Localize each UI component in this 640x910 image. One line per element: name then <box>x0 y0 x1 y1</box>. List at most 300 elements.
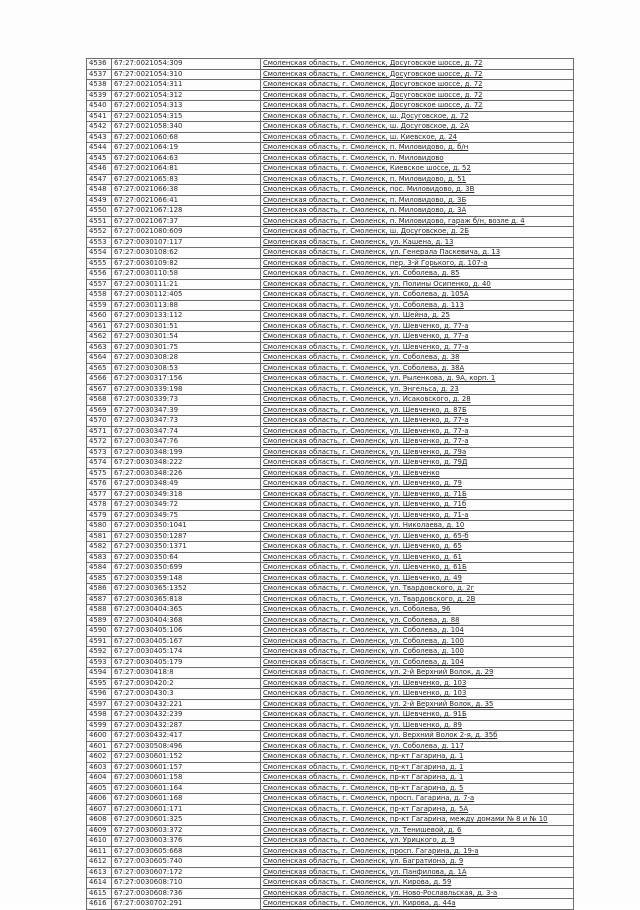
row-number-cell: 4541 <box>87 111 112 122</box>
address-cell <box>261 321 574 332</box>
address-text: Смоленская область, г. Смоленск, ул. Шейна, д. 25 <box>263 311 450 319</box>
cadastral-number-cell: 67:27:0030359:148 <box>112 573 261 584</box>
cadastral-number-cell: 67:27:0030110:58 <box>112 269 261 280</box>
row-number-cell: 4543 <box>87 132 112 143</box>
cadastral-number-cell: 67:27:0030350:64 <box>112 552 261 563</box>
address-cell <box>261 647 574 658</box>
cadastral-number-cell: 67:27:0030508:496 <box>112 741 261 752</box>
address-cell <box>261 101 574 112</box>
address-cell <box>261 552 574 563</box>
address-text: Смоленская область, г. Смоленск, ул. Ново-Рославльская, д. 3-а <box>263 888 498 897</box>
row-number-cell: 4563 <box>87 342 112 353</box>
cadastral-number-cell: 67:27:0021066:41 <box>112 195 261 206</box>
table-row <box>87 447 574 458</box>
cadastral-number-cell: 67:27:0021064:63 <box>112 153 261 164</box>
row-number-cell: 4552 <box>87 227 112 238</box>
table-row <box>87 237 574 248</box>
cadastral-number-cell: 67:27:0030348:222 <box>112 458 261 469</box>
row-number-cell: 4615 <box>87 888 112 899</box>
cadastral-number-cell: 67:27:0030405:179 <box>112 657 261 668</box>
cadastral-number-cell: 67:27:0030317:156 <box>112 374 261 385</box>
row-number-cell: 4578 <box>87 500 112 511</box>
address-text: Смоленская область, г. Смоленск, ул. Шевченко, д. 65-б <box>263 531 469 540</box>
address-cell <box>261 122 574 133</box>
row-number-cell: 4590 <box>87 626 112 637</box>
address-cell <box>261 269 574 280</box>
address-text: Смоленская область, г. Смоленск, ул. Полины Осипенко, д. 40 <box>263 279 491 288</box>
table-row <box>87 132 574 143</box>
address-cell <box>261 867 574 878</box>
cadastral-number-cell: 67:27:0030347:39 <box>112 405 261 416</box>
address-text: Смоленская область, г. Смоленск, ул. Верхний Волок 2-я, д. 35б <box>263 731 498 739</box>
address-text: Смоленская область, г. Смоленск, ул. Соболева, д. 104 <box>263 626 464 634</box>
cadastral-number-cell: 67:27:0030350:1041 <box>112 521 261 532</box>
address-cell <box>261 899 574 910</box>
table-row <box>87 269 574 280</box>
row-number-cell: 4555 <box>87 258 112 269</box>
table-row <box>87 636 574 647</box>
address-text: Смоленская область, г. Смоленск, ул. Твардовского, д. 2г <box>263 584 475 592</box>
address-text: Смоленская область, г. Смоленск, ул. Энгельса, д. 23 <box>263 384 459 393</box>
address-text: Смоленская область, г. Смоленск, ул. Соболева, д. 100 <box>263 647 464 655</box>
cadastral-number-cell: 67:27:0030301:54 <box>112 332 261 343</box>
row-number-cell: 4591 <box>87 636 112 647</box>
cadastral-number-cell: 67:27:0030601:152 <box>112 752 261 763</box>
cadastral-number-cell: 67:27:0030339:198 <box>112 384 261 395</box>
table-row <box>87 80 574 91</box>
table-row <box>87 279 574 290</box>
table-row <box>87 206 574 217</box>
cadastral-number-cell: 67:27:0030301:75 <box>112 342 261 353</box>
row-number-cell: 4592 <box>87 647 112 658</box>
table-row <box>87 510 574 521</box>
address-cell <box>261 374 574 385</box>
address-cell <box>261 164 574 175</box>
table-row <box>87 174 574 185</box>
table-row <box>87 794 574 805</box>
row-number-cell: 4558 <box>87 290 112 301</box>
table-row <box>87 437 574 448</box>
table-row <box>87 689 574 700</box>
cadastral-number-cell: 67:27:0030308:53 <box>112 363 261 374</box>
table-row <box>87 752 574 763</box>
table-row <box>87 111 574 122</box>
table-row <box>87 101 574 112</box>
cadastral-number-cell: 67:27:0030133:112 <box>112 311 261 322</box>
address-text: Смоленская область, г. Смоленск, Досуговское шоссе, д. 72 <box>263 80 483 88</box>
cadastral-number-cell: 67:27:0030365:818 <box>112 594 261 605</box>
address-text: Смоленская область, г. Смоленск, ш. Досуговское, д. 2Б <box>263 227 470 235</box>
row-number-cell: 4562 <box>87 332 112 343</box>
row-number-cell: 4559 <box>87 300 112 311</box>
address-text: Смоленская область, г. Смоленск, Досуговское шоссе, д. 72 <box>263 69 483 78</box>
address-text: Смоленская область, г. Смоленск, пос. Миловидово, д. 3В <box>263 185 475 193</box>
address-cell <box>261 783 574 794</box>
address-cell <box>261 752 574 763</box>
address-text: Смоленская область, г. Смоленск, ул. Соболева, д. 38А <box>263 363 465 372</box>
address-cell <box>261 615 574 626</box>
row-number-cell: 4613 <box>87 867 112 878</box>
address-text: Смоленская область, г. Смоленск, ул. Шевченко, д. 91Б <box>263 710 467 718</box>
cadastral-number-cell: 67:27:0030347:76 <box>112 437 261 448</box>
address-text: Смоленская область, г. Смоленск, ул. Шевченко, д. 79 <box>263 479 462 487</box>
table-row <box>87 762 574 773</box>
table-row <box>87 332 574 343</box>
row-number-cell: 4554 <box>87 248 112 259</box>
table-row <box>87 384 574 395</box>
cadastral-number-cell: 67:27:0030108:62 <box>112 248 261 259</box>
row-number-cell: 4601 <box>87 741 112 752</box>
address-cell <box>261 395 574 406</box>
address-cell <box>261 237 574 248</box>
address-cell <box>261 59 574 70</box>
row-number-cell: 4602 <box>87 752 112 763</box>
row-number-cell: 4574 <box>87 458 112 469</box>
table-row <box>87 185 574 196</box>
address-text: Смоленская область, г. Смоленск, ул. Соболева, д. 38 <box>263 353 460 361</box>
cadastral-number-cell: 67:27:0030405:174 <box>112 647 261 658</box>
cadastral-number-cell: 67:27:0030405:106 <box>112 626 261 637</box>
address-text: Смоленская область, г. Смоленск, просп. Гагарина, д. 7-а <box>263 794 475 802</box>
registry-table <box>86 58 574 910</box>
row-number-cell: 4587 <box>87 594 112 605</box>
row-number-cell: 4605 <box>87 783 112 794</box>
cadastral-number-cell: 67:27:0030607:172 <box>112 867 261 878</box>
cadastral-number-cell: 67:27:0030347:73 <box>112 416 261 427</box>
table-row <box>87 542 574 553</box>
address-text: Смоленская область, г. Смоленск, ул. Шевченко, д. 61 <box>263 552 462 561</box>
cadastral-number-cell: 67:27:0030601:325 <box>112 815 261 826</box>
table-row <box>87 867 574 878</box>
address-cell <box>261 174 574 185</box>
cadastral-number-cell: 67:27:0030301:51 <box>112 321 261 332</box>
address-text: Смоленская область, г. Смоленск, ул. Шевченко, д. 77-а <box>263 332 469 340</box>
cadastral-number-cell: 67:27:0030348:226 <box>112 468 261 479</box>
row-number-cell: 4594 <box>87 668 112 679</box>
address-cell <box>261 405 574 416</box>
address-text: Смоленская область, г. Смоленск, ул. Шевченко, д. 103 <box>263 678 467 687</box>
table-row <box>87 783 574 794</box>
address-text: Смоленская область, г. Смоленск, ул. Панфилова, д. 1А <box>263 867 467 876</box>
address-cell <box>261 69 574 80</box>
address-text: Смоленская область, г. Смоленск, ул. Шевченко, д. 77-а <box>263 426 469 435</box>
row-number-cell: 4608 <box>87 815 112 826</box>
address-text: Смоленская область, г. Смоленск, ул. Тенишевой, д. 6 <box>263 825 462 834</box>
table-row <box>87 248 574 259</box>
cadastral-number-cell: 67:27:0030405:167 <box>112 636 261 647</box>
address-text: Смоленская область, г. Смоленск, п. Миловидово <box>263 153 444 162</box>
cadastral-number-cell: 67:27:0030608:710 <box>112 878 261 889</box>
address-cell <box>261 290 574 301</box>
address-cell <box>261 636 574 647</box>
row-number-cell: 4547 <box>87 174 112 185</box>
table-row <box>87 458 574 469</box>
address-text: Смоленская область, г. Смоленск, п. Миловидово, д. 3Б <box>263 195 467 204</box>
cadastral-number-cell: 67:27:0030432:221 <box>112 699 261 710</box>
table-row <box>87 90 574 101</box>
cadastral-number-cell: 67:27:0030109:82 <box>112 258 261 269</box>
row-number-cell: 4582 <box>87 542 112 553</box>
row-number-cell: 4607 <box>87 804 112 815</box>
row-number-cell: 4551 <box>87 216 112 227</box>
address-cell <box>261 90 574 101</box>
row-number-cell: 4537 <box>87 69 112 80</box>
cadastral-number-cell: 67:27:0030350:1287 <box>112 531 261 542</box>
address-text: Смоленская область, г. Смоленск, ул. Твардовского, д. 2В <box>263 594 476 603</box>
row-number-cell: 4612 <box>87 857 112 868</box>
cadastral-number-cell: 67:27:0030350:1371 <box>112 542 261 553</box>
table-row <box>87 710 574 721</box>
row-number-cell: 4545 <box>87 153 112 164</box>
address-text: Смоленская область, г. Смоленск, ул. Шевченко, д. 87Б <box>263 405 467 414</box>
table-row <box>87 468 574 479</box>
cadastral-number-cell: 67:27:0030432:417 <box>112 731 261 742</box>
address-text: Смоленская область, г. Смоленск, ш. Досуговское, д. 72 <box>263 111 469 120</box>
table-row <box>87 857 574 868</box>
address-text: Смоленская область, г. Смоленск, ул. Николаева, д. 10 <box>263 521 465 529</box>
cadastral-number-cell: 67:27:0021066:38 <box>112 185 261 196</box>
row-number-cell: 4611 <box>87 846 112 857</box>
cadastral-number-cell: 67:27:0030432:287 <box>112 720 261 731</box>
cadastral-number-cell: 67:27:0030349:72 <box>112 500 261 511</box>
address-text: Смоленская область, г. Смоленск, ул. Шевченко, д. 71б <box>263 500 467 508</box>
table-row <box>87 899 574 910</box>
address-text: Смоленская область, г. Смоленск, ул. Кирова, д. 44а <box>263 899 456 907</box>
table-row <box>87 731 574 742</box>
table-row <box>87 594 574 605</box>
table-row <box>87 426 574 437</box>
address-cell <box>261 332 574 343</box>
row-number-cell: 4553 <box>87 237 112 248</box>
address-text: Смоленская область, г. Смоленск, ул. Соболева, д. 88 <box>263 615 460 624</box>
table-row <box>87 825 574 836</box>
address-text: Смоленская область, г. Смоленск, ул. Соболева, д. 117 <box>263 741 464 750</box>
cadastral-number-cell: 67:27:0030608:736 <box>112 888 261 899</box>
address-cell <box>261 689 574 700</box>
table-row <box>87 290 574 301</box>
row-number-cell: 4571 <box>87 426 112 437</box>
address-text: Смоленская область, г. Смоленск, пр-кт Гагарина, д. 5 <box>263 783 464 792</box>
address-text: Смоленская область, г. Смоленск, ул. Исаковского, д. 28 <box>263 395 471 403</box>
table-row <box>87 888 574 899</box>
table-row <box>87 615 574 626</box>
cadastral-number-cell: 67:27:0021064:19 <box>112 143 261 154</box>
row-number-cell: 4557 <box>87 279 112 290</box>
row-number-cell: 4560 <box>87 311 112 322</box>
address-cell <box>261 573 574 584</box>
address-cell <box>261 542 574 553</box>
row-number-cell: 4595 <box>87 678 112 689</box>
address-cell <box>261 80 574 91</box>
address-cell <box>261 206 574 217</box>
cadastral-number-cell: 67:27:0021054:310 <box>112 69 261 80</box>
table-row <box>87 395 574 406</box>
address-cell <box>261 773 574 784</box>
cadastral-number-cell: 67:27:0021080:609 <box>112 227 261 238</box>
address-cell <box>261 416 574 427</box>
cadastral-number-cell: 67:27:0030404:368 <box>112 615 261 626</box>
address-cell <box>261 111 574 122</box>
table-row <box>87 227 574 238</box>
row-number-cell: 4583 <box>87 552 112 563</box>
address-cell <box>261 458 574 469</box>
row-number-cell: 4589 <box>87 615 112 626</box>
row-number-cell: 4544 <box>87 143 112 154</box>
cadastral-number-cell: 67:27:0030111:21 <box>112 279 261 290</box>
cadastral-number-cell: 67:27:0030112:405 <box>112 290 261 301</box>
address-text: Смоленская область, г. Смоленск, ул. Шевченко, д. 49 <box>263 573 462 582</box>
address-cell <box>261 311 574 322</box>
table-row <box>87 311 574 322</box>
table-row <box>87 531 574 542</box>
row-number-cell: 4584 <box>87 563 112 574</box>
address-text: Смоленская область, г. Смоленск, ул. Соболева, 96 <box>263 605 451 613</box>
address-text: Смоленская область, г. Смоленск, ул. Шевченко, д. 79а <box>263 447 467 456</box>
table-row <box>87 143 574 154</box>
table-row <box>87 258 574 269</box>
cadastral-number-cell: 67:27:0030601:157 <box>112 762 261 773</box>
row-number-cell: 4593 <box>87 657 112 668</box>
row-number-cell: 4579 <box>87 510 112 521</box>
address-cell <box>261 857 574 868</box>
table-row <box>87 153 574 164</box>
address-text: Смоленская область, г. Смоленск, ул. Урицкого, д. 9 <box>263 836 455 844</box>
table-row <box>87 374 574 385</box>
address-cell <box>261 479 574 490</box>
row-number-cell: 4580 <box>87 521 112 532</box>
address-cell <box>261 300 574 311</box>
table-row <box>87 69 574 80</box>
address-cell <box>261 353 574 364</box>
row-number-cell: 4599 <box>87 720 112 731</box>
cadastral-number-cell: 67:27:0030349:75 <box>112 510 261 521</box>
cadastral-number-cell: 67:27:0030605:668 <box>112 846 261 857</box>
cadastral-number-cell: 67:27:0030702:291 <box>112 899 261 910</box>
address-cell <box>261 563 574 574</box>
address-cell <box>261 195 574 206</box>
address-cell <box>261 762 574 773</box>
row-number-cell: 4564 <box>87 353 112 364</box>
address-text: Смоленская область, г. Смоленск, ул. Соболева, д. 85 <box>263 269 460 277</box>
address-cell <box>261 143 574 154</box>
address-text: Смоленская область, г. Смоленск, ул. Шевченко, д. 89 <box>263 720 462 729</box>
table-row <box>87 216 574 227</box>
address-cell <box>261 426 574 437</box>
registry-table-body <box>87 59 574 910</box>
address-cell <box>261 227 574 238</box>
address-text: Смоленская область, г. Смоленск, ул. Шевченко, д. 61Б <box>263 563 467 571</box>
address-text: Смоленская область, г. Смоленск, ул. Соболева, д. 105А <box>263 290 469 298</box>
cadastral-number-cell: 67:27:0030420:2 <box>112 678 261 689</box>
address-text: Смоленская область, г. Смоленск, ул. Кирова, д. 59 <box>263 878 452 886</box>
address-text: Смоленская область, г. Смоленск, Киевское шоссе, д. 52 <box>263 164 471 172</box>
table-row <box>87 59 574 70</box>
cadastral-number-cell: 67:27:0030430:3 <box>112 689 261 700</box>
cadastral-number-cell: 67:27:0030107:117 <box>112 237 261 248</box>
address-cell <box>261 521 574 532</box>
row-number-cell: 4585 <box>87 573 112 584</box>
address-text: Смоленская область, г. Смоленск, п. Миловидово, д. 51 <box>263 174 466 183</box>
table-row <box>87 353 574 364</box>
address-cell <box>261 815 574 826</box>
row-number-cell: 4542 <box>87 122 112 133</box>
row-number-cell: 4565 <box>87 363 112 374</box>
address-text: Смоленская область, г. Смоленск, п. Миловидово, д. 3А <box>263 206 467 214</box>
cadastral-number-cell: 67:27:0021064:81 <box>112 164 261 175</box>
address-cell <box>261 794 574 805</box>
cadastral-number-cell: 67:27:0030404:365 <box>112 605 261 616</box>
row-number-cell: 4586 <box>87 584 112 595</box>
cadastral-number-cell: 67:27:0021067:128 <box>112 206 261 217</box>
table-row <box>87 584 574 595</box>
address-cell <box>261 185 574 196</box>
row-number-cell: 4540 <box>87 101 112 112</box>
address-cell <box>261 489 574 500</box>
row-number-cell: 4604 <box>87 773 112 784</box>
table-row <box>87 647 574 658</box>
address-cell <box>261 888 574 899</box>
address-cell <box>261 447 574 458</box>
table-row <box>87 804 574 815</box>
row-number-cell: 4561 <box>87 321 112 332</box>
table-row <box>87 626 574 637</box>
row-number-cell: 4614 <box>87 878 112 889</box>
table-row <box>87 720 574 731</box>
table-row <box>87 300 574 311</box>
row-number-cell: 4546 <box>87 164 112 175</box>
cadastral-number-cell: 67:27:0021058:340 <box>112 122 261 133</box>
address-cell <box>261 710 574 721</box>
address-text: Смоленская область, г. Смоленск, ул. Шевченко, д. 71-а <box>263 510 469 519</box>
address-text: Смоленская область, г. Смоленск, ул. 2-й Верхний Волок, д. 35 <box>263 699 494 708</box>
address-text: Смоленская область, г. Смоленск, п. Миловидово, гараж б/н, возле д. 4 <box>263 216 525 225</box>
row-number-cell: 4588 <box>87 605 112 616</box>
address-cell <box>261 248 574 259</box>
address-text: Смоленская область, г. Смоленск, ул. Шевченко, д. 77-а <box>263 437 469 445</box>
address-cell <box>261 846 574 857</box>
cadastral-number-cell: 67:27:0030601:164 <box>112 783 261 794</box>
table-row <box>87 668 574 679</box>
table-row <box>87 773 574 784</box>
cadastral-number-cell: 67:27:0030601:158 <box>112 773 261 784</box>
row-number-cell: 4536 <box>87 59 112 70</box>
address-cell <box>261 584 574 595</box>
table-row <box>87 699 574 710</box>
cadastral-number-cell: 67:27:0030603:372 <box>112 825 261 836</box>
cadastral-number-cell: 67:27:0030350:699 <box>112 563 261 574</box>
row-number-cell: 4549 <box>87 195 112 206</box>
address-text: Смоленская область, г. Смоленск, Досуговское шоссе, д. 72 <box>263 59 483 67</box>
address-text: Смоленская область, г. Смоленск, ул. Генерала Паскевича, д. 13 <box>263 248 501 256</box>
address-text: Смоленская область, г. Смоленск, пр-кт Гагарина, д. 5А <box>263 804 469 813</box>
address-cell <box>261 731 574 742</box>
cadastral-number-cell: 67:27:0021065:83 <box>112 174 261 185</box>
row-number-cell: 4598 <box>87 710 112 721</box>
address-text: Смоленская область, г. Смоленск, Досуговское шоссе, д. 72 <box>263 90 483 99</box>
address-text: Смоленская область, г. Смоленск, ш. Досуговское, д. 2А <box>263 122 470 130</box>
table-row <box>87 122 574 133</box>
address-text: Смоленская область, г. Смоленск, просп. Гагарина, д. 19-а <box>263 846 479 855</box>
row-number-cell: 4600 <box>87 731 112 742</box>
row-number-cell: 4568 <box>87 395 112 406</box>
table-row <box>87 846 574 857</box>
row-number-cell: 4597 <box>87 699 112 710</box>
address-cell <box>261 437 574 448</box>
address-cell <box>261 825 574 836</box>
address-text: Смоленская область, г. Смоленск, пер. 3-й Горького, д. 107-а <box>263 258 488 267</box>
address-cell <box>261 342 574 353</box>
table-row <box>87 563 574 574</box>
